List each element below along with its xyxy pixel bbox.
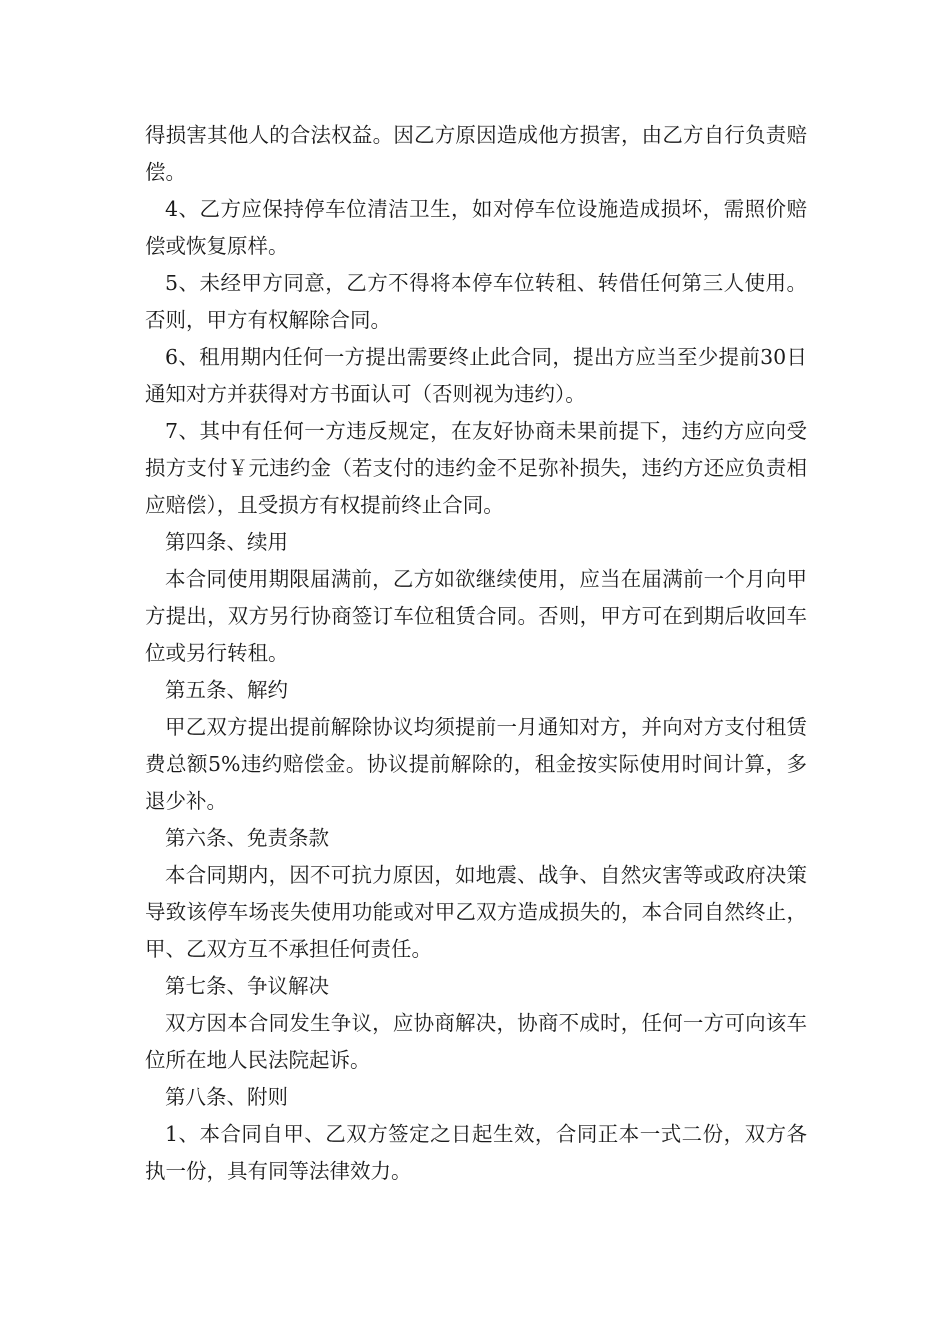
paragraph-clause-4: 4、乙方应保持停车位清洁卫生，如对停车位设施造成损坏，需照价赔偿或恢复原样。 <box>145 197 807 258</box>
section-heading-4: 第四条、续用 <box>165 530 288 554</box>
paragraph-dispute: 双方因本合同发生争议，应协商解决，协商不成时，任何一方可向该车位所在地人民法院起诉。 <box>145 1011 807 1072</box>
paragraph-clause-5: 5、未经甲方同意，乙方不得将本停车位转租、转借任何第三人使用。否则，甲方有权解除合同。 <box>145 271 807 332</box>
document-body <box>145 117 807 1190</box>
paragraph-clause-7: 7、其中有任何一方违反规定，在友好协商未果前提下，违约方应向受损方支付￥元违约金（若支付的违约金不足弥补损失，违约方还应负责相应赔偿），且受损方有权提前终止合同。 <box>145 419 807 517</box>
section-heading-7: 第七条、争议解决 <box>165 974 329 998</box>
section-heading-8: 第八条、附则 <box>165 1085 288 1109</box>
paragraph-supplementary-1: 1、本合同自甲、乙双方签定之日起生效，合同正本一式二份，双方各执一份，具有同等法律效力。 <box>145 1122 807 1183</box>
paragraph-disclaimer: 本合同期内，因不可抗力原因，如地震、战争、自然灾害等或政府决策导致该停车场丧失使用功能或对甲乙双方造成损失的，本合同自然终止，甲、乙双方互不承担任何责任。 <box>145 863 807 961</box>
paragraph-continuation: 得损害其他人的合法权益。因乙方原因造成他方损害，由乙方自行负责赔偿。 <box>145 123 807 184</box>
section-heading-5: 第五条、解约 <box>165 678 288 702</box>
paragraph-clause-6: 6、租用期内任何一方提出需要终止此合同，提出方应当至少提前30日通知对方并获得对方书面认可（否则视为违约）。 <box>145 345 807 406</box>
paragraph-termination: 甲乙双方提出提前解除协议均须提前一月通知对方，并向对方支付租赁费总额5%违约赔偿金。协议提前解除的，租金按实际使用时间计算，多退少补。 <box>145 715 807 813</box>
paragraph-renewal: 本合同使用期限届满前，乙方如欲继续使用，应当在届满前一个月向甲方提出，双方另行协商签订车位租赁合同。否则，甲方可在到期后收回车位或另行转租。 <box>145 567 807 665</box>
section-heading-6: 第六条、免责条款 <box>165 826 329 850</box>
